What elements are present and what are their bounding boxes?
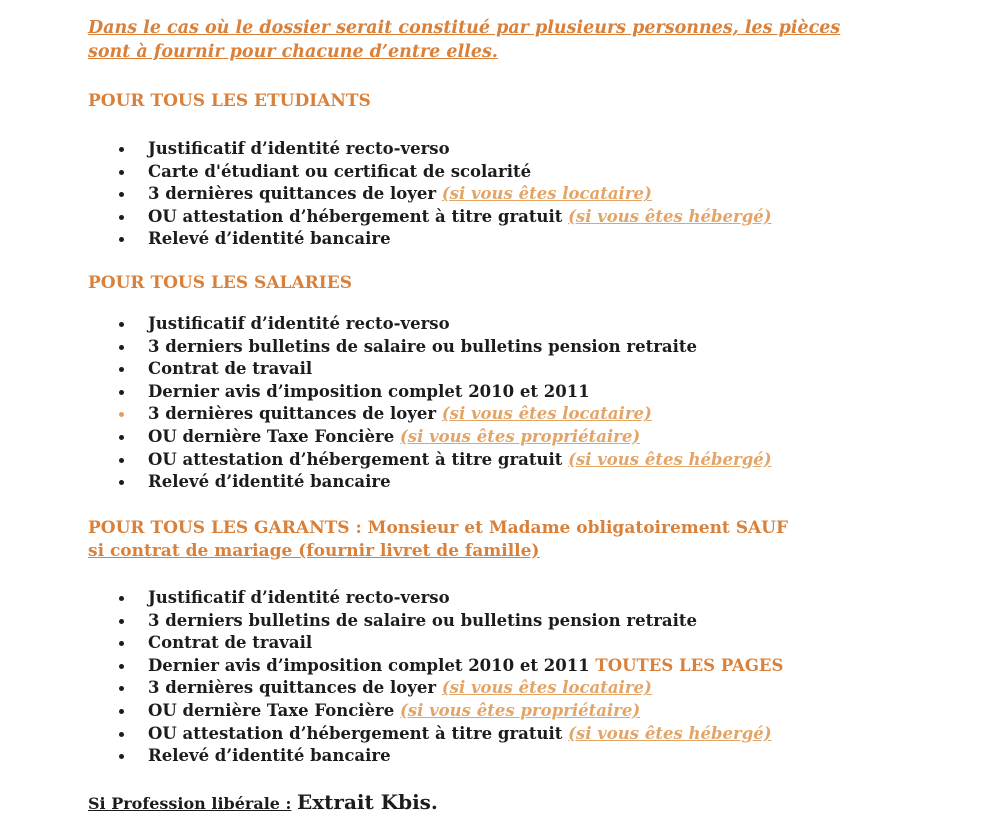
list-item: Relevé d’identité bancaire bbox=[118, 745, 783, 768]
footer-label: Si Profession libérale : bbox=[88, 794, 292, 813]
list-item: Dernier avis d’imposition complet 2010 et 2011 bbox=[118, 381, 772, 404]
list-item: OU attestation d’hébergement à titre gratuit (si vous êtes hébergé) bbox=[118, 723, 783, 746]
condition-note: (si vous êtes propriétaire) bbox=[399, 426, 641, 446]
list-item: 3 dernières quittances de loyer (si vous êtes locataire) bbox=[118, 677, 783, 700]
condition-note: (si vous êtes hébergé) bbox=[568, 449, 772, 469]
condition-note: (si vous êtes locataire) bbox=[441, 404, 652, 424]
guarantors-list bbox=[118, 587, 783, 768]
list-item: OU dernière Taxe Foncière (si vous êtes propriétaire) bbox=[118, 426, 772, 449]
list-item: Dernier avis d’imposition complet 2010 et 2011 TOUTES LES PAGES bbox=[118, 655, 783, 678]
section-title-guarantors: POUR TOUS LES GARANTS : Monsieur et Madame obligatoirement SAUF bbox=[88, 518, 789, 538]
condition-note: (si vous êtes locataire) bbox=[441, 678, 652, 698]
list-item: 3 derniers bulletins de salaire ou bulletins pension retraite bbox=[118, 610, 783, 633]
list-item: OU dernière Taxe Foncière (si vous êtes propriétaire) bbox=[118, 700, 783, 723]
list-item: Contrat de travail bbox=[118, 632, 783, 655]
footer-value: Extrait Kbis. bbox=[297, 790, 438, 814]
section-title-employees: POUR TOUS LES SALARIES bbox=[88, 273, 352, 293]
list-item: 3 derniers bulletins de salaire ou bulletins pension retraite bbox=[118, 336, 772, 359]
list-item: Justificatif d’identité recto-verso bbox=[118, 313, 772, 336]
list-item: OU attestation d’hébergement à titre gratuit (si vous êtes hébergé) bbox=[118, 206, 772, 229]
intro-note: Dans le cas où le dossier serait constitué par plusieurs personnes, les pièces sont à fournir pour chacune d’entre elles. bbox=[88, 18, 841, 62]
list-item: Justificatif d’identité recto-verso bbox=[118, 587, 783, 610]
section-subtitle-guarantors: si contrat de mariage (fournir livret de famille) bbox=[88, 541, 540, 561]
list-item: 3 dernières quittances de loyer (si vous êtes locataire) bbox=[118, 183, 772, 206]
footer-liberal-profession bbox=[88, 790, 438, 814]
condition-note: (si vous êtes hébergé) bbox=[568, 723, 772, 743]
employees-list bbox=[118, 313, 772, 494]
list-item: Justificatif d’identité recto-verso bbox=[118, 138, 772, 161]
list-item: Carte d'étudiant ou certificat de scolarité bbox=[118, 161, 772, 184]
section-title-students: POUR TOUS LES ETUDIANTS bbox=[88, 91, 371, 111]
all-pages-note: TOUTES LES PAGES bbox=[595, 655, 784, 675]
list-item: Relevé d’identité bancaire bbox=[118, 471, 772, 494]
condition-note: (si vous êtes hébergé) bbox=[568, 206, 772, 226]
list-item: Contrat de travail bbox=[118, 358, 772, 381]
condition-note: (si vous êtes propriétaire) bbox=[399, 700, 641, 720]
list-item: Relevé d’identité bancaire bbox=[118, 228, 772, 251]
list-item: 3 dernières quittances de loyer (si vous êtes locataire) bbox=[118, 403, 772, 426]
students-list bbox=[118, 138, 772, 251]
condition-note: (si vous êtes locataire) bbox=[441, 184, 652, 204]
list-item: OU attestation d’hébergement à titre gratuit (si vous êtes hébergé) bbox=[118, 449, 772, 472]
